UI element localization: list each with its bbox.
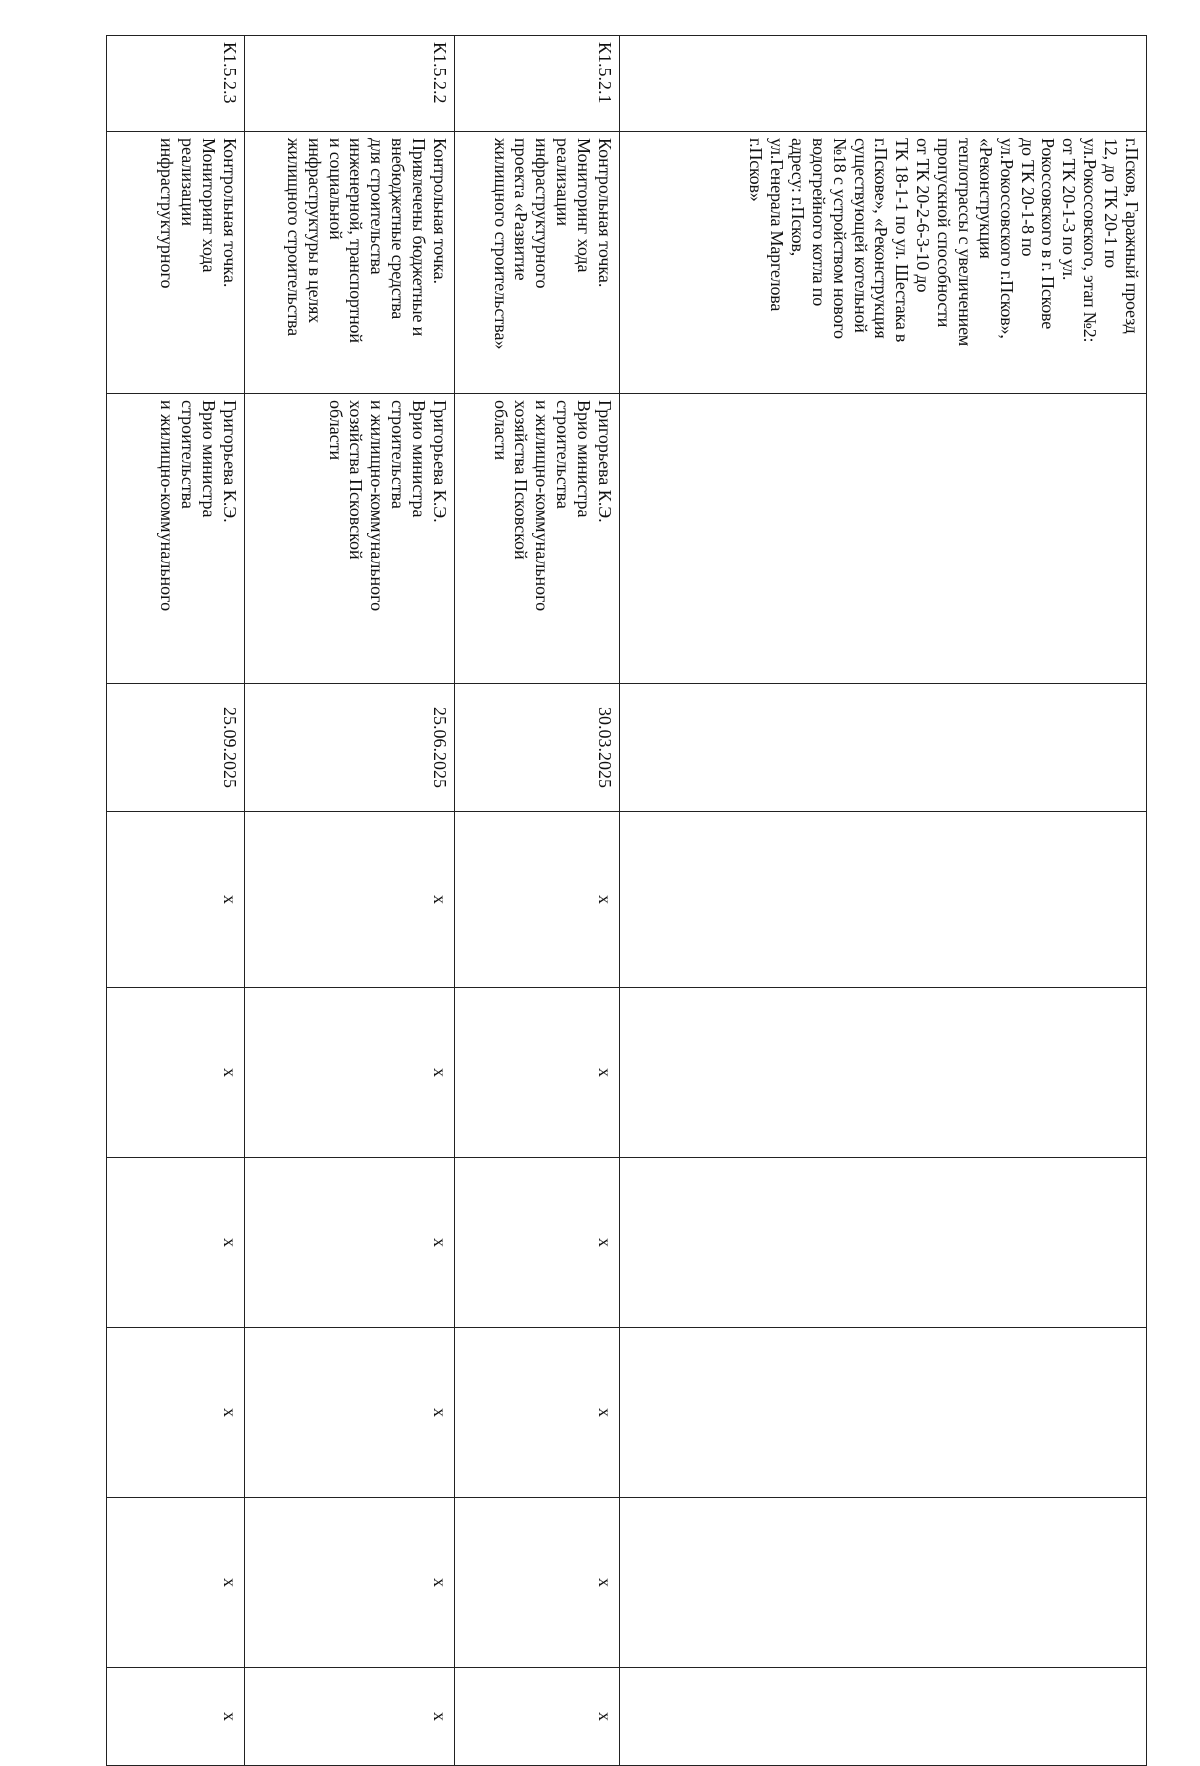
date-cell xyxy=(455,684,620,812)
table-row xyxy=(620,36,1147,1766)
cross-mark: x xyxy=(220,1408,240,1417)
date-cell xyxy=(245,684,455,812)
cross-mark: x xyxy=(220,1712,240,1721)
responsible-cell xyxy=(245,394,455,684)
mark-cell xyxy=(620,1158,1147,1328)
mark-cell xyxy=(245,1668,455,1766)
mark-cell xyxy=(107,1158,245,1328)
responsible-cell xyxy=(620,394,1147,684)
description-text: Контрольная точка. Мониторинг хода реализации инфраструктурного проекта «Развитие жилищного строительства» xyxy=(490,138,615,350)
cross-mark: x xyxy=(430,895,450,904)
description-cell xyxy=(107,132,245,394)
responsible-cell xyxy=(107,394,245,684)
description-text: Контрольная точка. Привлечены бюджетные и внебюджетные средства для строительства инженерной, транспортной и социальной инфраструктуры в целях жилищного строительства xyxy=(283,138,450,343)
date-cell xyxy=(620,684,1147,812)
mark-cell xyxy=(455,988,620,1158)
mark-cell xyxy=(107,812,245,988)
cross-mark: x xyxy=(595,1068,615,1077)
mark-cell xyxy=(455,1328,620,1498)
row-number-cell xyxy=(620,36,1147,132)
mark-cell xyxy=(455,1668,620,1766)
control-point-number: К1.5.2.2 xyxy=(430,42,450,104)
deadline-date: 25.06.2025 xyxy=(430,707,450,788)
mark-cell xyxy=(620,812,1147,988)
responsible-text: Григорьева К.Э. Врио министра строительства и жилищно-коммунального хозяйства Псковской области xyxy=(490,400,615,612)
date-cell xyxy=(107,684,245,812)
table-row xyxy=(455,36,620,1766)
mark-cell xyxy=(455,812,620,988)
rotated-scanned-page xyxy=(107,35,1147,1721)
cross-mark: x xyxy=(430,1068,450,1077)
cross-mark: x xyxy=(595,1238,615,1247)
description-cell xyxy=(245,132,455,394)
cross-mark: x xyxy=(220,1068,240,1077)
cross-mark: x xyxy=(220,1238,240,1247)
cross-mark: x xyxy=(595,1408,615,1417)
mark-cell xyxy=(107,1668,245,1766)
mark-cell xyxy=(245,1498,455,1668)
cross-mark: x xyxy=(430,1238,450,1247)
mark-cell xyxy=(245,812,455,988)
description-cell xyxy=(455,132,620,394)
mark-cell xyxy=(620,1328,1147,1498)
description-text: г.Псков, Гаражный проезд 12, до ТК 20-1 по ул.Рокоссовского, этап №2: от ТК 20-1-3 по ул. Рокоссовского в г. Пскове до ТК 20-1-8 по ул.Рокоссовского г.Псков», «Реконструкция теплотрассы с увеличением пропускной способности от ТК 20-2-6-3-10 до ТК 18-1-1 по ул. Шестака в г.Пскове», «Реконструкция существующей котельной №18 с устройством нового водогрейного котла по адресу: г.Псков, ул.Генерала Маргелова г.Псков» xyxy=(746,138,1142,347)
mark-cell xyxy=(620,1668,1147,1766)
mark-cell xyxy=(245,1328,455,1498)
control-point-number: К1.5.2.1 xyxy=(595,42,615,104)
row-number-cell xyxy=(455,36,620,132)
description-cell xyxy=(620,132,1147,394)
deadline-date: 25.09.2025 xyxy=(220,707,240,788)
responsible-text: Григорьева К.Э. Врио министра строительства и жилищно-коммунального хозяйства Псковской области xyxy=(325,400,450,612)
table-row xyxy=(245,36,455,1766)
mark-cell xyxy=(455,1498,620,1668)
cross-mark: x xyxy=(595,1712,615,1721)
cross-mark: x xyxy=(220,1578,240,1587)
cross-mark: x xyxy=(430,1578,450,1587)
mark-cell xyxy=(455,1158,620,1328)
cross-mark: x xyxy=(595,895,615,904)
mark-cell xyxy=(620,1498,1147,1668)
mark-cell xyxy=(107,1328,245,1498)
cross-mark: x xyxy=(430,1408,450,1417)
mark-cell xyxy=(107,1498,245,1668)
mark-cell xyxy=(245,988,455,1158)
table-row xyxy=(107,36,245,1766)
row-number-cell xyxy=(245,36,455,132)
mark-cell xyxy=(107,988,245,1158)
control-point-number: К1.5.2.3 xyxy=(220,42,240,104)
control-points-table xyxy=(106,35,1147,1766)
description-text: Контрольная точка. Мониторинг хода реализации инфраструктурного xyxy=(157,138,240,289)
mark-cell xyxy=(245,1158,455,1328)
cross-mark: x xyxy=(595,1578,615,1587)
responsible-cell xyxy=(455,394,620,684)
cross-mark: x xyxy=(220,895,240,904)
row-number-cell xyxy=(107,36,245,132)
deadline-date: 30.03.2025 xyxy=(595,707,615,788)
responsible-text: Григорьева К.Э. Врио министра строительства и жилищно-коммунального xyxy=(157,400,240,612)
cross-mark: x xyxy=(430,1712,450,1721)
mark-cell xyxy=(620,988,1147,1158)
